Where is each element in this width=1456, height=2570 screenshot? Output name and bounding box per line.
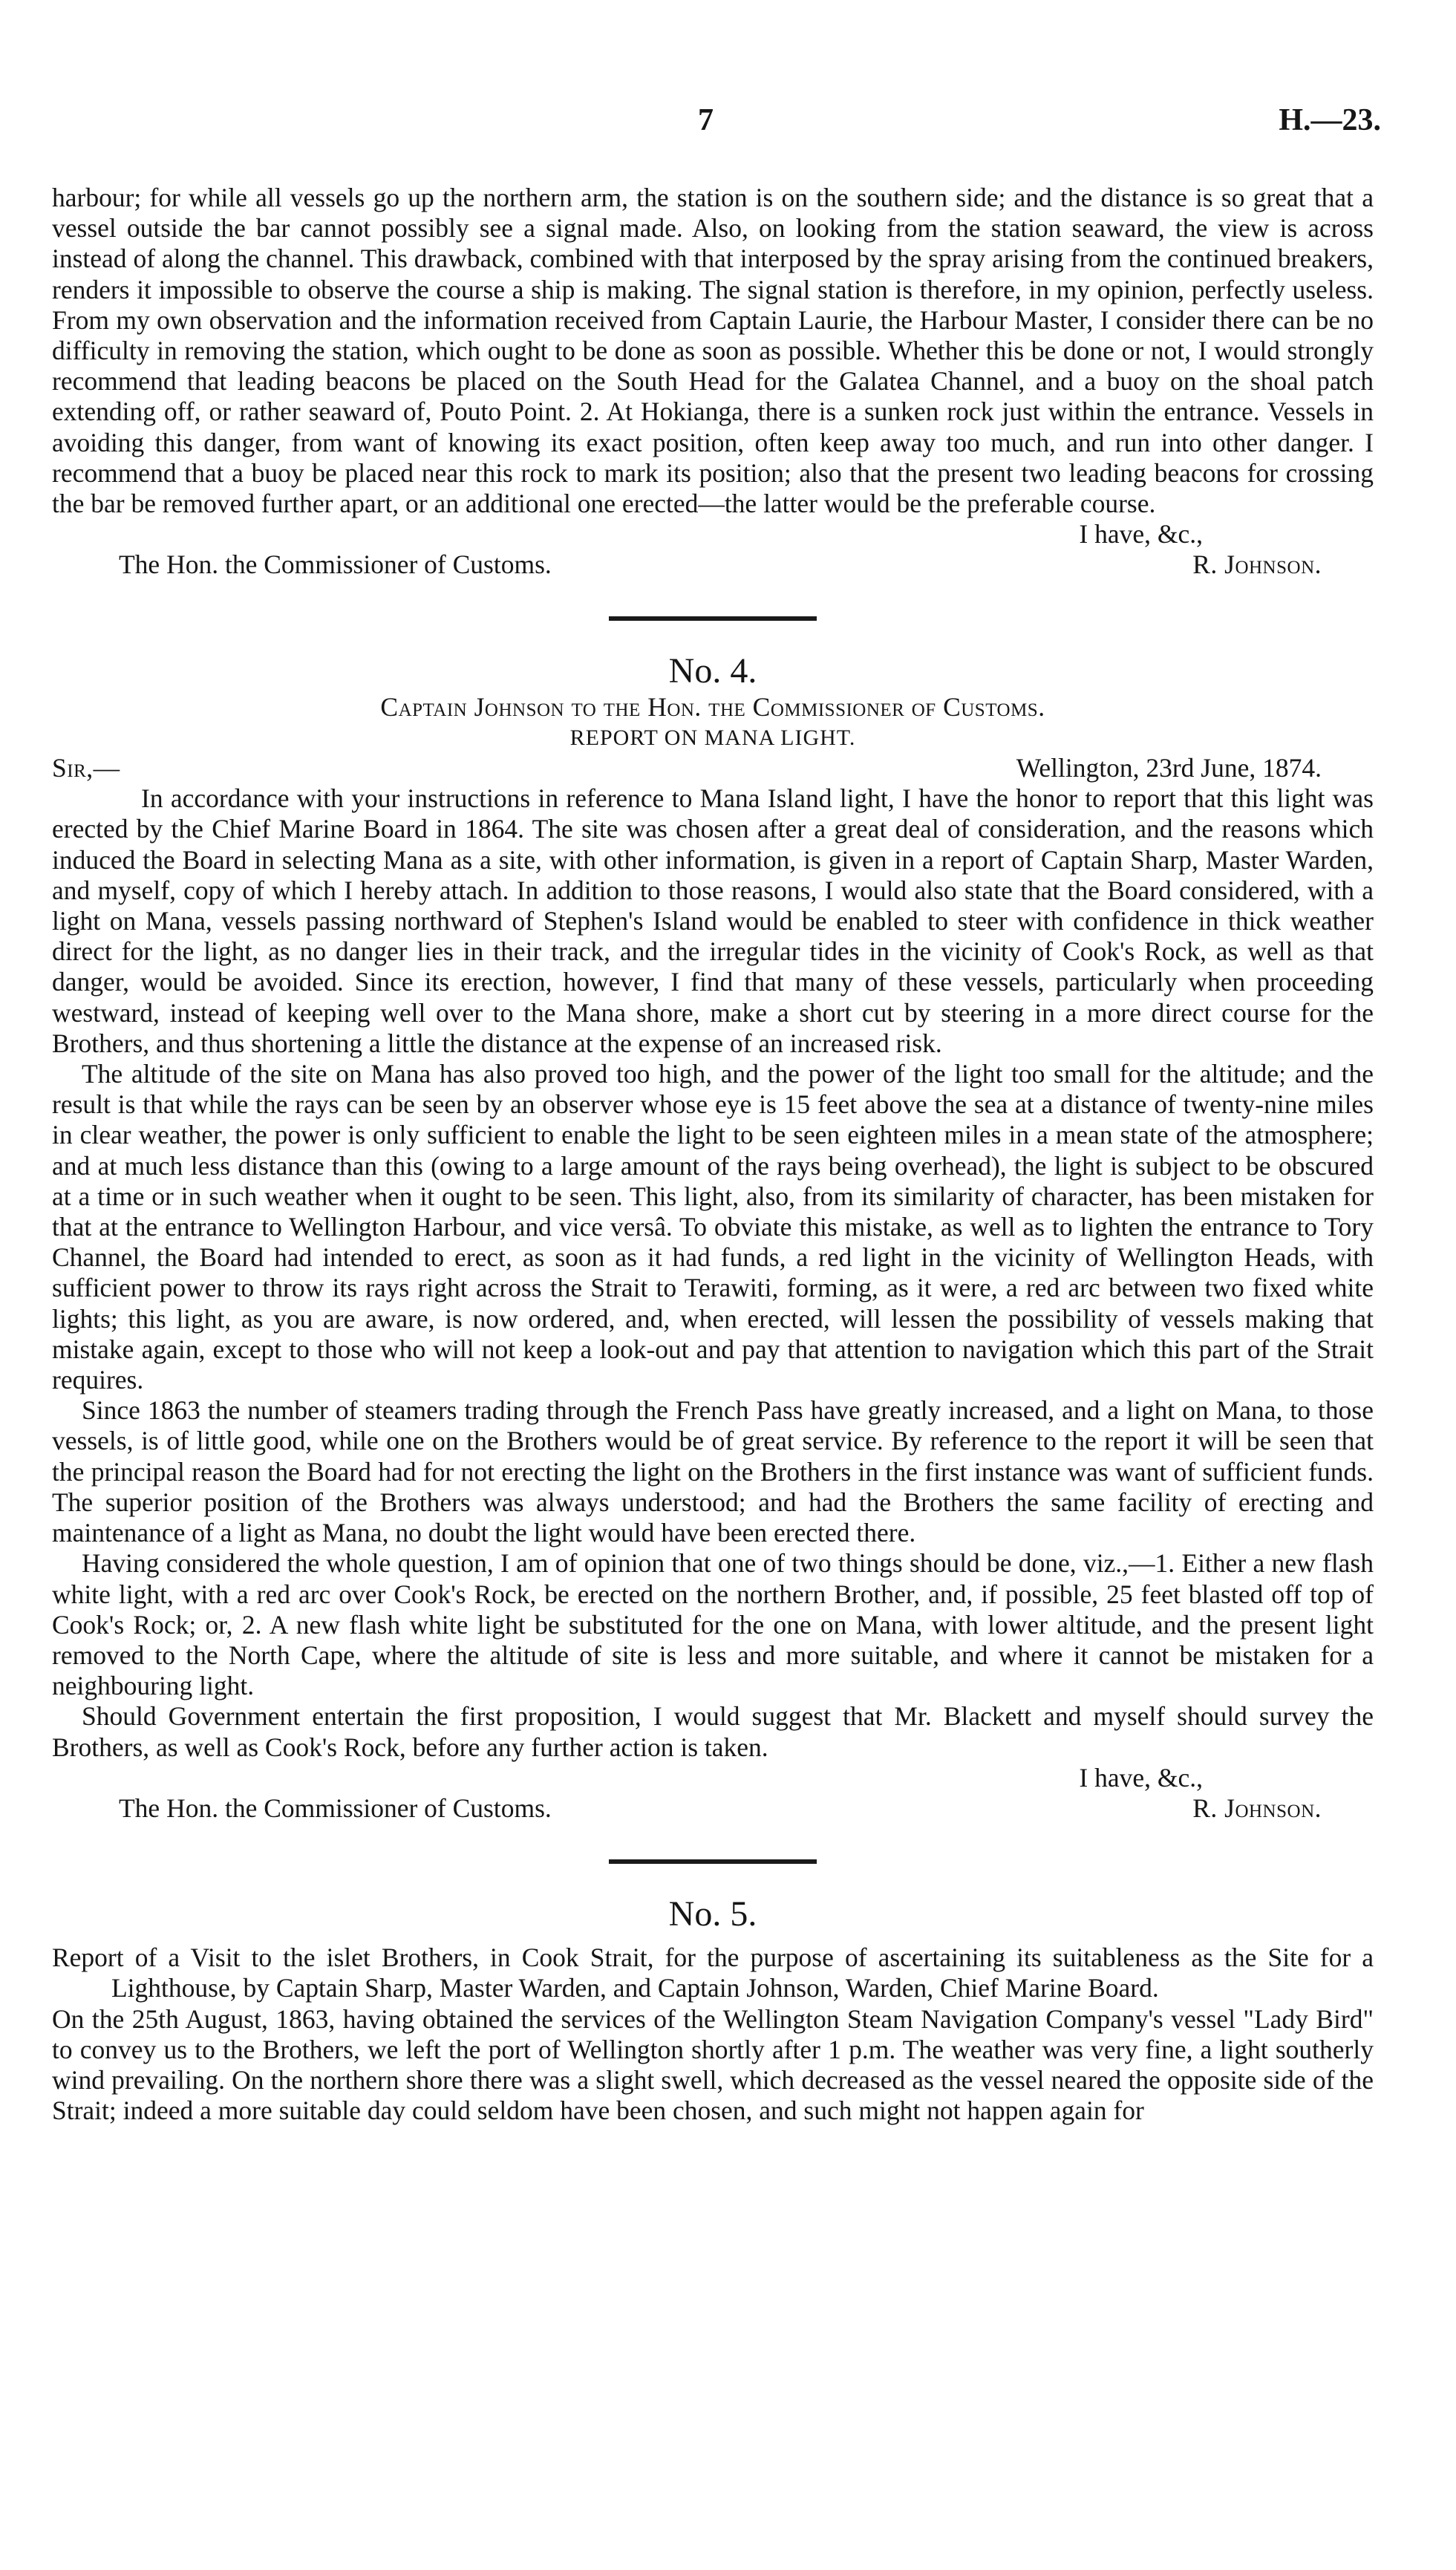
no4-paragraph: Having considered the whole question, I am of opinion that one of two things should be done, viz.,—1. Either a new flash white light, with a red arc over Cook's Rock, be erected on the northern Brother, and, if possible, 25 feet blasted off top of Cook's Rock; or, 2. A new flash white light be substituted for the one on Mana, with lower altitude, and the present light removed to the North Cape, where the altitude of site is less and more suitable, and where it cannot be mistaken for a neighbouring light. — [52, 1548, 1374, 1701]
continuation-signature-line — [52, 549, 1374, 580]
no4-paragraph: In accordance with your instructions in reference to Mana Island light, I have the honor to report that this light was erected by the Chief Marine Board in 1864. The site was chosen after a great deal of consideration, and the reasons which induced the Board in selecting Mana as a site, with other information, is given in a report of Captain Sharp, Master Warden, and myself, copy of which I hereby attach. In addition to those reasons, I would also state that the Board considered, with a light on Mana, vessels passing northward of Stephen's Island would be enabled to steer with confidence in thick weather direct for the light, as no danger lies in their track, and the irregular tides in the vicinity of Cook's Rock, as well as that danger, would be avoided. Since its erection, however, I find that many of these vessels, particularly when proceeding westward, instead of keeping well over to the Mana shore, make a short cut by steering in a more direct course for the Brothers, and thus shortening a little the distance at the expense of an increased risk. — [52, 783, 1374, 1058]
no4-paragraph: The altitude of the site on Mana has also proved too high, and the power of the light too small for the altitude; and the result is that while the rays can be seen by an observer whose eye is 15 feet above the sea at a distance of twenty-nine miles in clear weather, the power is only sufficient to enable the light to be seen eighteen miles in a mean state of the atmosphere; and at much less distance than this (owing to a large amount of the rays being overhead), the light is subject to be obscured at a time or in such weather when it ought to be seen. This light, also, from its similarity of character, has been mistaken for that at the entrance to Wellington Harbour, and vice versâ. To obviate this mistake, as well as to lighten the entrance to Tory Channel, the Board had intended to erect, as soon as it had funds, a red light in the vicinity of Wellington Heads, with sufficient power to throw its rays right across the Strait to Terawiti, forming, as it were, a red arc between two fixed white lights; this light, as you are aware, is now ordered, and, when erected, will lessen the possibility of vessels making that mistake again, except to those who will not keep a look-out and pay that attention to navigation which this part of the Strait requires. — [52, 1059, 1374, 1395]
no4-signature-line — [52, 1793, 1374, 1824]
section-number-5: No. 5. — [668, 1894, 757, 1934]
no4-paragraph: Since 1863 the number of steamers trading through the French Pass have greatly increased, and a light on Mana, to those vessels, is of little good, while one on the Brothers would be of great service. By reference to the report it will be seen that the principal reason the Board had for not erecting the light on the Brothers in the first instance was want of sufficient funds. The superior position of the Brothers was always understood; and had the Brothers the same facility of erecting and maintenance of a light as Mana, no doubt the light would have been erected there. — [52, 1395, 1374, 1548]
continuation-signature: R. Johnson. — [1192, 549, 1322, 580]
no4-place-date: Wellington, 23rd June, 1874. — [1016, 753, 1322, 783]
no4-closing: I have, &c., — [1079, 1762, 1203, 1793]
section-number-4: No. 4. — [668, 650, 757, 691]
document-body — [52, 183, 1374, 2126]
no4-paragraph: Should Government entertain the first proposition, I would suggest that Mr. Blackett and myself should survey the Brothers, as well as Cook's Rock, before any further action is taken. — [52, 1701, 1374, 1762]
no4-subtitle: Captain Johnson to the Hon. the Commissioner of Customs. — [380, 691, 1045, 722]
continuation-closing: I have, &c., — [1079, 519, 1203, 549]
no4-title: REPORT ON MANA LIGHT. — [569, 725, 856, 750]
section-divider — [609, 616, 817, 621]
no4-salutation: Sir,— — [52, 753, 120, 783]
section-divider — [609, 1859, 817, 1864]
no4-addressee: The Hon. the Commissioner of Customs. — [119, 1793, 552, 1823]
document-reference: H.—23. — [1279, 103, 1381, 137]
page-number: 7 — [698, 103, 714, 137]
continuation-paragraph: harbour; for while all vessels go up the northern arm, the station is on the southern side; and the distance is so great that a vessel outside the bar cannot possibly see a signal made. Also, on looking from the station seaward, the view is across instead of along the channel. This drawback, combined with that interposed by the spray arising from the continued breakers, renders it impossible to observe the course a ship is making. The signal station is therefore, in my opinion, perfectly useless. From my own observation and the information received from Captain Laurie, the Harbour Master, I consider there can be no difficulty in removing the station, which ought to be done as soon as possible. Whether this be done or not, I would strongly recommend that leading beacons be placed on the South Head for the Galatea Channel, and a buoy on the shoal patch extending off, or rather seaward of, Pouto Point. 2. At Hokianga, there is a sunken rock just within the entrance. Vessels in avoiding this danger, from want of knowing its exact position, often keep away too much, and run into other danger. I recommend that a buoy be placed near this rock to mark its position; also that the present two leading beacons for crossing the bar be removed further apart, or an additional one erected—the latter would be the preferable course. — [52, 183, 1374, 519]
no5-heading: Report of a Visit to the islet Brothers, in Cook Strait, for the purpose of ascertaining its suitableness as the Site for a Lighthouse, by Captain Sharp, Master Warden, and Captain Johnson, Warden, Chief Marine Board. — [52, 1943, 1374, 2003]
no4-salutation-line — [52, 753, 1374, 783]
no4-signature: R. Johnson. — [1192, 1793, 1322, 1823]
document-page — [52, 0, 1388, 2570]
no5-paragraph: On the 25th August, 1863, having obtained the services of the Wellington Steam Navigation Company's vessel "Lady Bird" to convey us to the Brothers, we left the port of Wellington shortly after 1 p.m. The weather was very fine, a light southerly wind prevailing. On the northern shore there was a slight swell, which decreased as the vessel neared the opposite side of the Strait; indeed a more suitable day could seldom have been chosen, and such might not happen again for — [52, 2003, 1374, 2126]
continuation-addressee: The Hon. the Commissioner of Customs. — [119, 549, 552, 580]
